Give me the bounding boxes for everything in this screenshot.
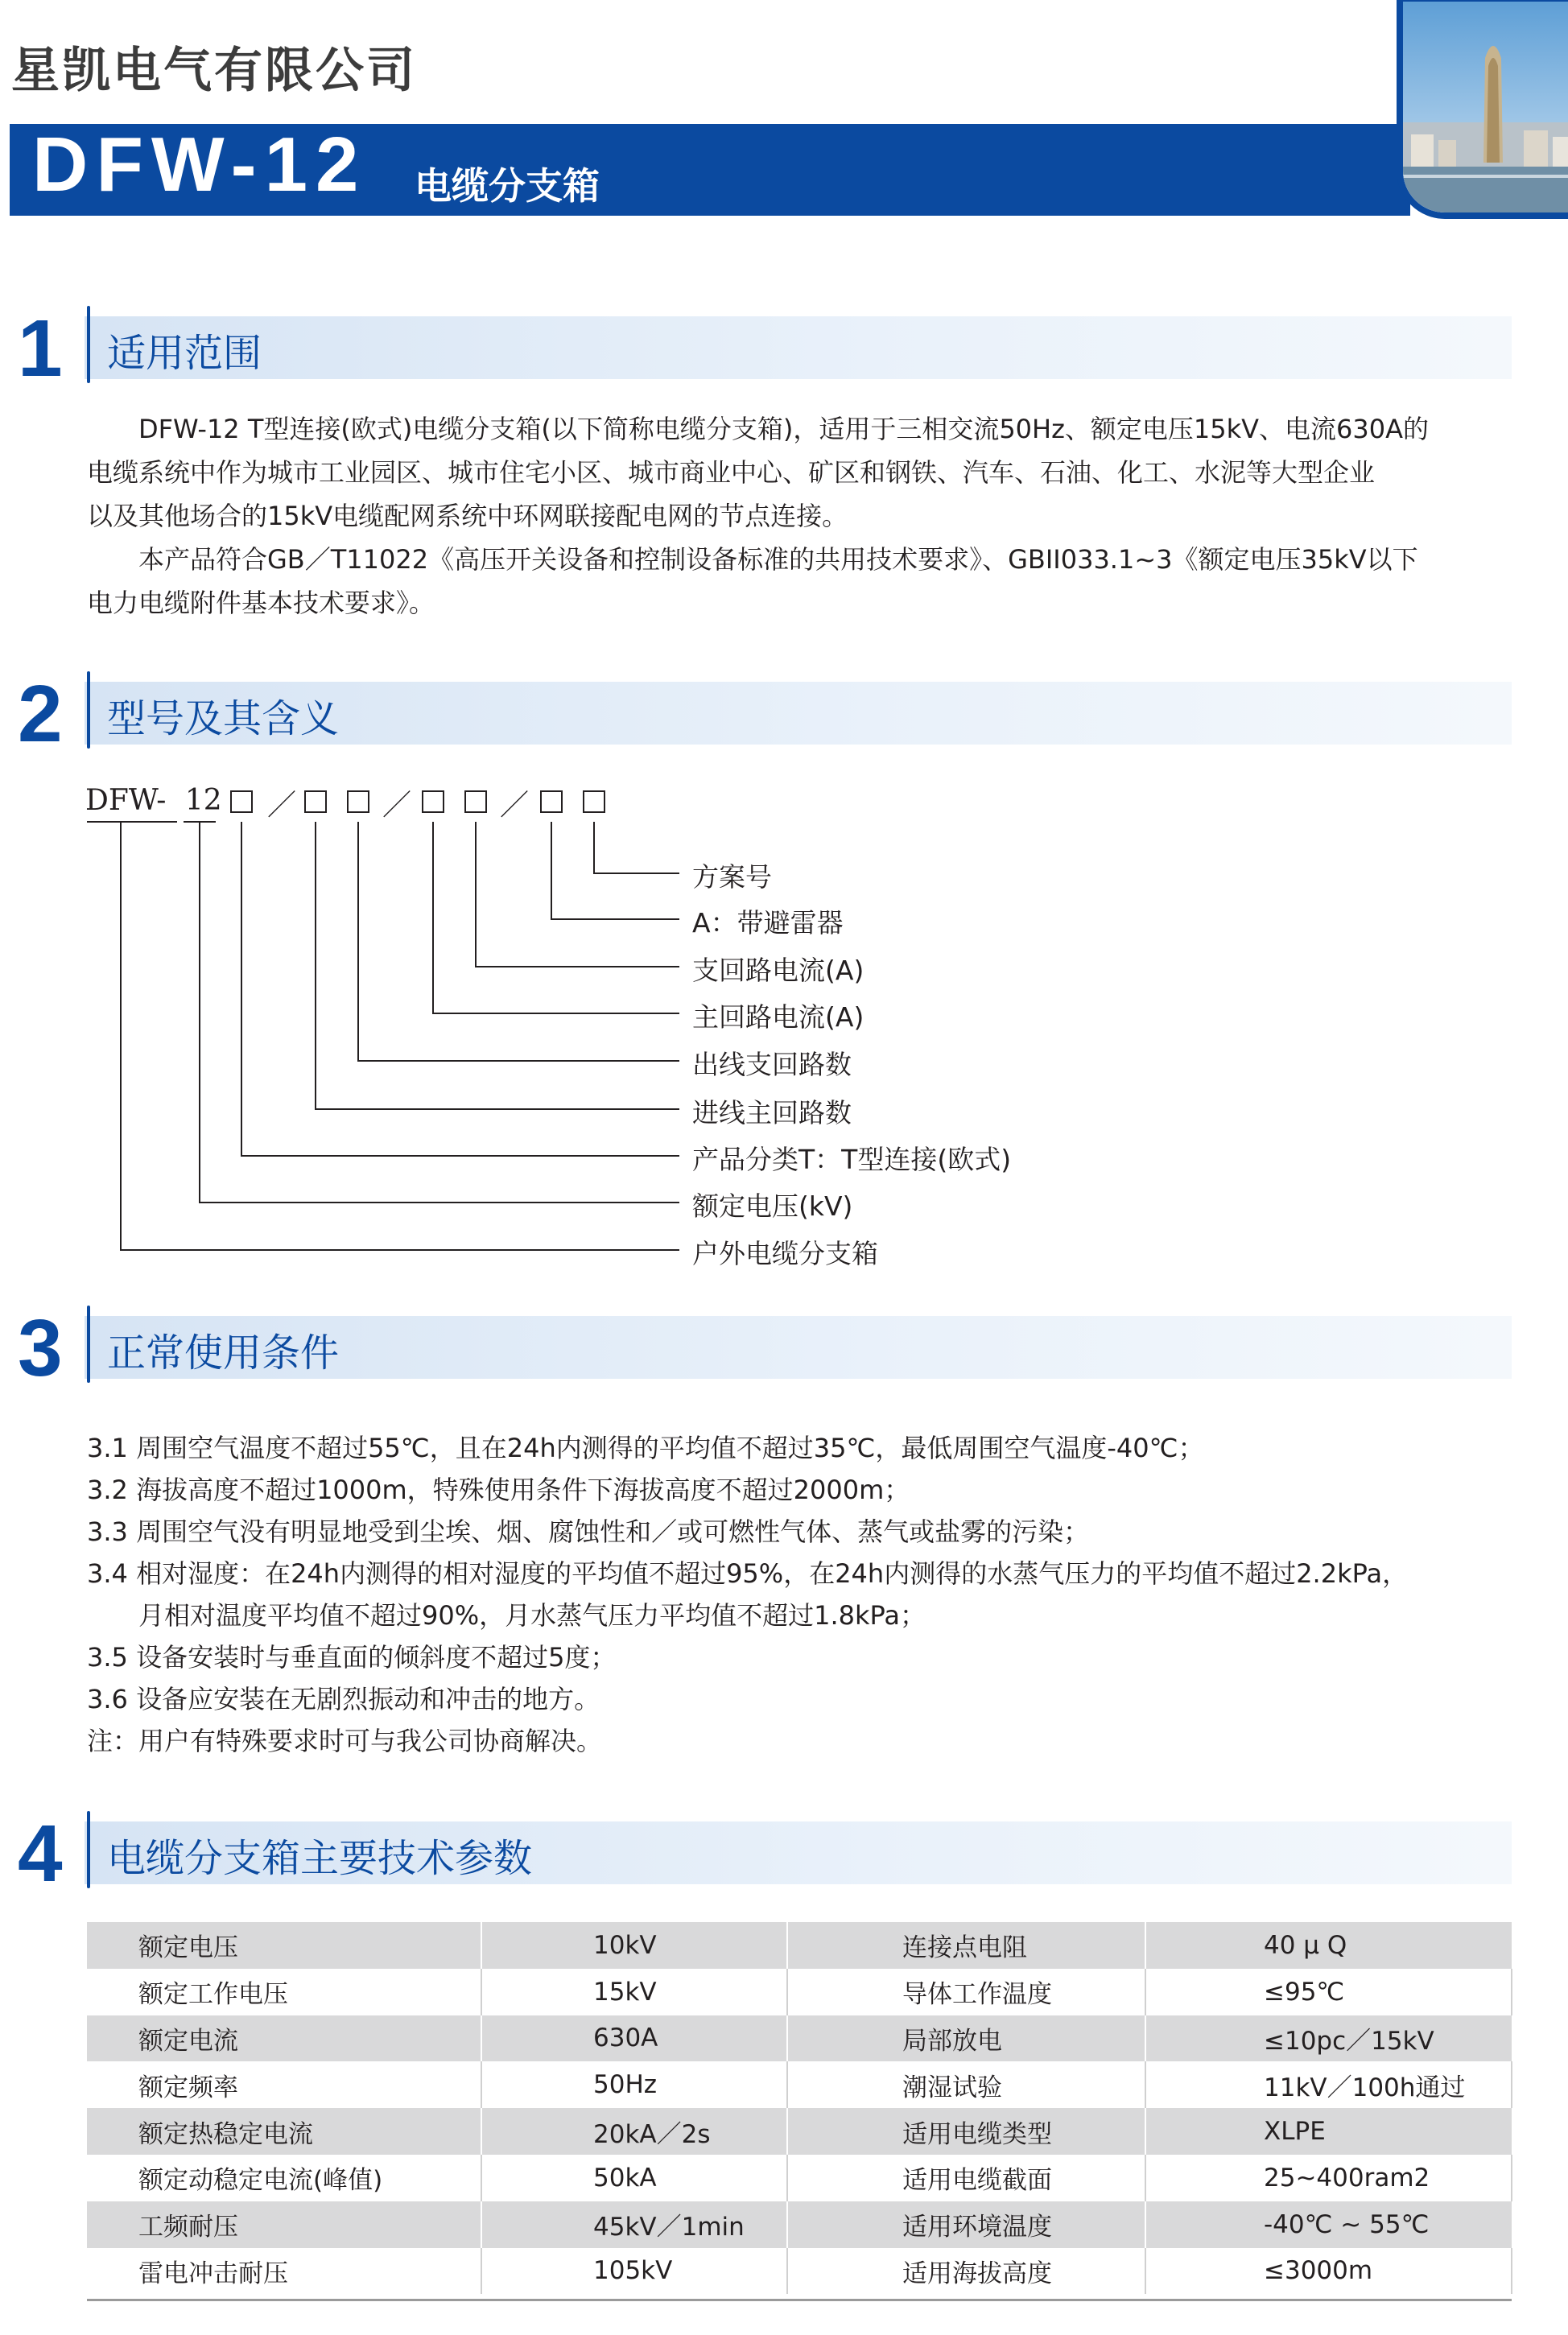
code-slash-2: ／ [382, 789, 412, 822]
param-value: 50Hz [481, 2061, 787, 2108]
param-name: 额定动稳定电流(峰值) [87, 2155, 481, 2201]
param-value: 15kV [481, 1969, 787, 2015]
param-name: 适用电缆截面 [787, 2155, 1145, 2201]
scope-line-5: 电力电缆附件基本技术要求》。 [87, 588, 435, 618]
product-subtitle: 电缆分支箱 [415, 164, 600, 208]
condition-3-4-cont: 月相对温度平均值不超过90%，月水蒸气压力平均值不超过1.8kPa； [138, 1600, 926, 1631]
table-row [87, 2061, 1512, 2108]
label-arrester: A：带避雷器 [692, 907, 844, 939]
section-4-title: 电缆分支箱主要技术参数 [107, 1836, 533, 1881]
scope-line-3: 以及其他场合的15kV电缆配网系统中环网联接配电网的节点连接。 [87, 501, 848, 531]
label-product-category: 产品分类T：T型连接(欧式) [692, 1144, 1012, 1175]
param-value: ≤3000m [1145, 2248, 1512, 2295]
table-row [87, 2248, 1512, 2295]
table-row [87, 1969, 1512, 2015]
param-name: 适用海拔高度 [787, 2248, 1145, 2295]
param-name: 额定热稳定电流 [87, 2108, 481, 2155]
param-value: 10kV [481, 1922, 787, 1969]
param-value: ≤95℃ [1145, 1969, 1512, 2015]
param-name: 适用环境温度 [787, 2201, 1145, 2248]
section-2-number: 2 [18, 669, 63, 759]
param-name: 导体工作温度 [787, 1969, 1145, 2015]
param-name: 雷电冲击耐压 [87, 2248, 481, 2295]
table-row [87, 1922, 1512, 1969]
table-row [87, 2201, 1512, 2248]
param-value: 20kA／2s [481, 2108, 787, 2155]
label-scheme-number: 方案号 [692, 861, 772, 893]
param-name: 额定电压 [87, 1922, 481, 1969]
model-code-prefix: DFW- [85, 784, 167, 817]
company-name: 星凯电气有限公司 [11, 43, 417, 99]
label-rated-voltage: 额定电压(kV) [692, 1190, 853, 1222]
param-value: 25~400ram2 [1145, 2155, 1512, 2201]
param-name: 额定频率 [87, 2061, 481, 2108]
section-4-divider [87, 1811, 90, 1888]
label-incoming-mains: 进线主回路数 [692, 1097, 852, 1128]
code-slash-1: ／ [267, 789, 297, 822]
product-model: DFW-12 [32, 122, 367, 208]
section-4-number: 4 [18, 1809, 63, 1899]
param-value: XLPE [1145, 2108, 1512, 2155]
label-outdoor-box: 户外电缆分支箱 [692, 1238, 878, 1269]
param-value: 50kA [481, 2155, 787, 2201]
param-value: 105kV [481, 2248, 787, 2295]
param-value: 40 μ Q [1145, 1922, 1512, 1969]
param-name: 潮湿试验 [787, 2061, 1145, 2108]
section-3-divider [87, 1306, 90, 1383]
condition-3-3: 3.3 周围空气没有明显地受到尘埃、烟、腐蚀性和／或可燃性气体、蒸气或盐雾的污染； [87, 1516, 1090, 1547]
section-3-title: 正常使用条件 [107, 1330, 340, 1376]
scope-line-2: 电缆系统中作为城市工业园区、城市住宅小区、城市商业中心、矿区和钢铁、汽车、石油、化工、水泥等大型企业 [87, 457, 1376, 488]
condition-note: 注：用户有特殊要求时可与我公司协商解决。 [87, 1726, 603, 1756]
label-branch-current: 支回路电流(A) [692, 955, 864, 986]
condition-3-1: 3.1 周围空气温度不超过55℃，且在24h内测得的平均值不超过35℃，最低周围空气温度-40℃； [87, 1433, 1204, 1463]
section-1-number: 1 [18, 303, 63, 394]
param-name: 额定电流 [87, 2015, 481, 2062]
param-value: 630A [481, 2015, 787, 2062]
condition-3-6: 3.6 设备应安装在无剧烈振动和冲击的地方。 [87, 1684, 600, 1714]
scope-line-1: DFW-12 T型连接(欧式)电缆分支箱(以下简称电缆分支箱)，适用于三相交流50Hz、额定电压15kV、电流630A的 [138, 414, 1430, 444]
table-row [87, 2108, 1512, 2155]
param-name: 额定工作电压 [87, 1969, 481, 2015]
scope-line-4: 本产品符合GB／T11022《高压开关设备和控制设备标准的共用技术要求》、GBII033.1~3《额定电压35kV以下 [138, 544, 1418, 575]
table-bottom-rule [87, 2299, 1512, 2301]
table-row [87, 2015, 1512, 2062]
table-row [87, 2155, 1512, 2201]
param-value: 11kV／100h通过 [1145, 2061, 1512, 2108]
section-1-title: 适用范围 [107, 331, 262, 376]
section-3-number: 3 [18, 1303, 63, 1393]
label-outgoing-branches: 出线支回路数 [692, 1049, 852, 1080]
tech-params-table [87, 1922, 1512, 2294]
param-name: 连接点电阻 [787, 1922, 1145, 1969]
section-2-title: 型号及其含义 [107, 696, 340, 741]
param-value: ≤10pc／15kV [1145, 2015, 1512, 2062]
condition-3-5: 3.5 设备安装时与垂直面的倾斜度不超过5度； [87, 1642, 617, 1673]
model-code-voltage: 12 [184, 784, 222, 817]
param-name: 工频耐压 [87, 2201, 481, 2248]
condition-3-4: 3.4 相对湿度：在24h内测得的相对湿度的平均值不超过95%，在24h内测得的水蒸气压力的平均值不超过2.2kPa， [87, 1558, 1409, 1589]
code-slash-3: ／ [500, 789, 530, 822]
param-name: 局部放电 [787, 2015, 1145, 2062]
param-value: 45kV／1min [481, 2201, 787, 2248]
param-name: 适用电缆类型 [787, 2108, 1145, 2155]
label-main-current: 主回路电流(A) [692, 1001, 864, 1033]
param-value: -40℃ ~ 55℃ [1145, 2201, 1512, 2248]
condition-3-2: 3.2 海拔高度不超过1000m，特殊使用条件下海拔高度不超过2000m； [87, 1475, 910, 1505]
